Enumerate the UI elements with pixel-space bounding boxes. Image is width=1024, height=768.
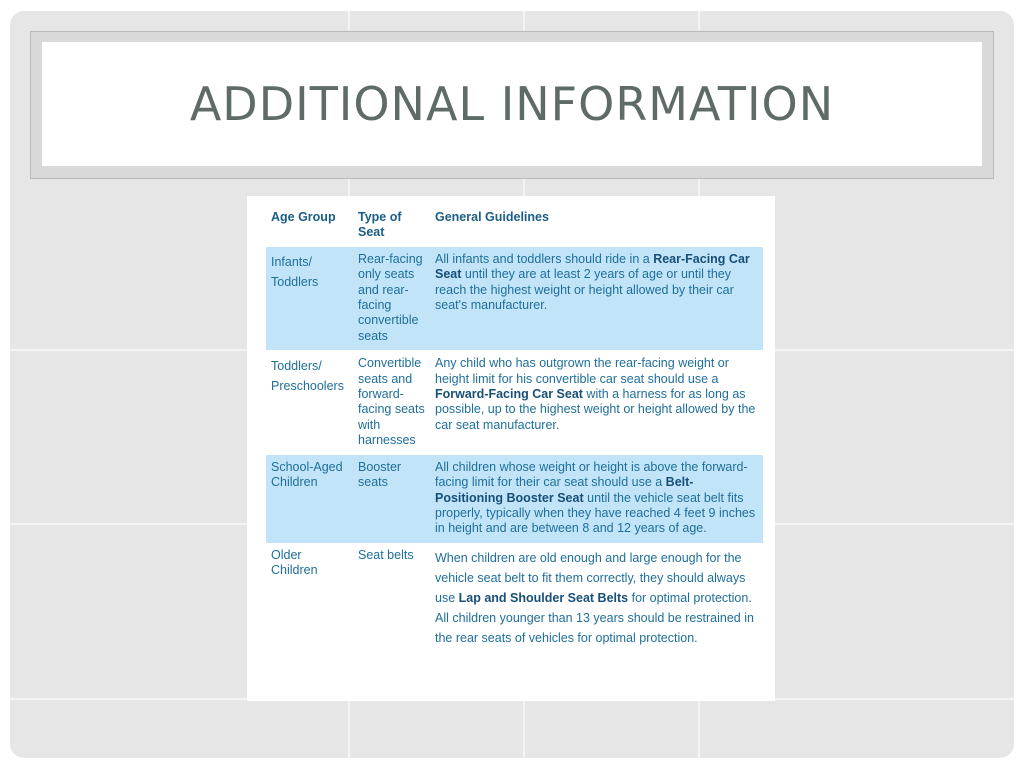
seat-type-cell: Rear-facing only seats and rear-facing convertible seats: [353, 247, 430, 351]
guideline-paragraph: [435, 548, 759, 608]
title-box: [42, 42, 982, 166]
table-header-row: [266, 206, 763, 247]
guideline-cell: [430, 455, 763, 543]
table-row: [266, 247, 763, 351]
guideline-text: for optimal protection.: [628, 590, 752, 605]
age-group-cell: School-Aged Children: [266, 455, 353, 543]
table-row: [266, 455, 763, 543]
seat-type-highlight: Belt-Positioning Booster Seat: [435, 475, 694, 505]
seat-type-cell: Convertible seats and forward-facing seats with harnesses: [353, 351, 430, 455]
seat-type-highlight: Lap and Shoulder Seat Belts: [458, 590, 629, 605]
guideline-cell: [430, 247, 763, 351]
table-row: [266, 351, 763, 455]
age-group-cell: Infants/ Toddlers: [266, 247, 353, 351]
header-general-guidelines: General Guidelines: [435, 210, 549, 224]
seat-type-highlight: Forward-Facing Car Seat: [435, 387, 583, 402]
seat-type-cell: Seat belts: [358, 547, 414, 562]
guideline-text: When children are old enough and large enough for the vehicle seat belt to fit them correctly, they should always use: [435, 550, 746, 605]
guideline-cell: [430, 543, 763, 654]
slide-title: ADDITIONAL INFORMATION: [189, 77, 835, 131]
guideline-text: All children whose weight or height is above the forward-facing limit for their car seat should use a: [435, 459, 748, 490]
guideline-text: Any child who has outgrown the rear-facing weight or height limit for his convertible car seat should use a: [435, 356, 729, 386]
guideline-text: until they are at least 2 years of age or until they reach the highest weight or height allowed by their car seat's manufacturer.: [435, 267, 734, 313]
seat-type-highlight: Rear-Facing Car Seat: [435, 251, 750, 282]
header-age-group: Age Group: [271, 210, 336, 224]
guideline-text: until the vehicle seat belt fits properly, typically when they have reached 4 feet 9 inches in height and are between 8 and 12 years of age.: [435, 490, 756, 536]
guideline-text: with a harness for as long as possible, up to the highest weight or height allowed by the car seat manufacturer.: [435, 387, 756, 432]
guideline-extra-note: All children younger than 13 years should be restrained in the rear seats of vehicles for optimal protection.: [435, 610, 754, 645]
car-seat-guidelines-table: [266, 206, 763, 654]
seat-type-cell: Booster seats: [353, 455, 430, 543]
header-type-of-seat: Type of Seat: [358, 210, 402, 240]
age-group-cell: Older Children: [271, 547, 318, 578]
guideline-cell: [430, 351, 763, 455]
age-group-cell: Toddlers/ Preschoolers: [266, 351, 353, 455]
table-row: [266, 543, 763, 654]
car-seat-table-panel: [247, 196, 775, 701]
guideline-text: All infants and toddlers should ride in a: [435, 251, 654, 266]
